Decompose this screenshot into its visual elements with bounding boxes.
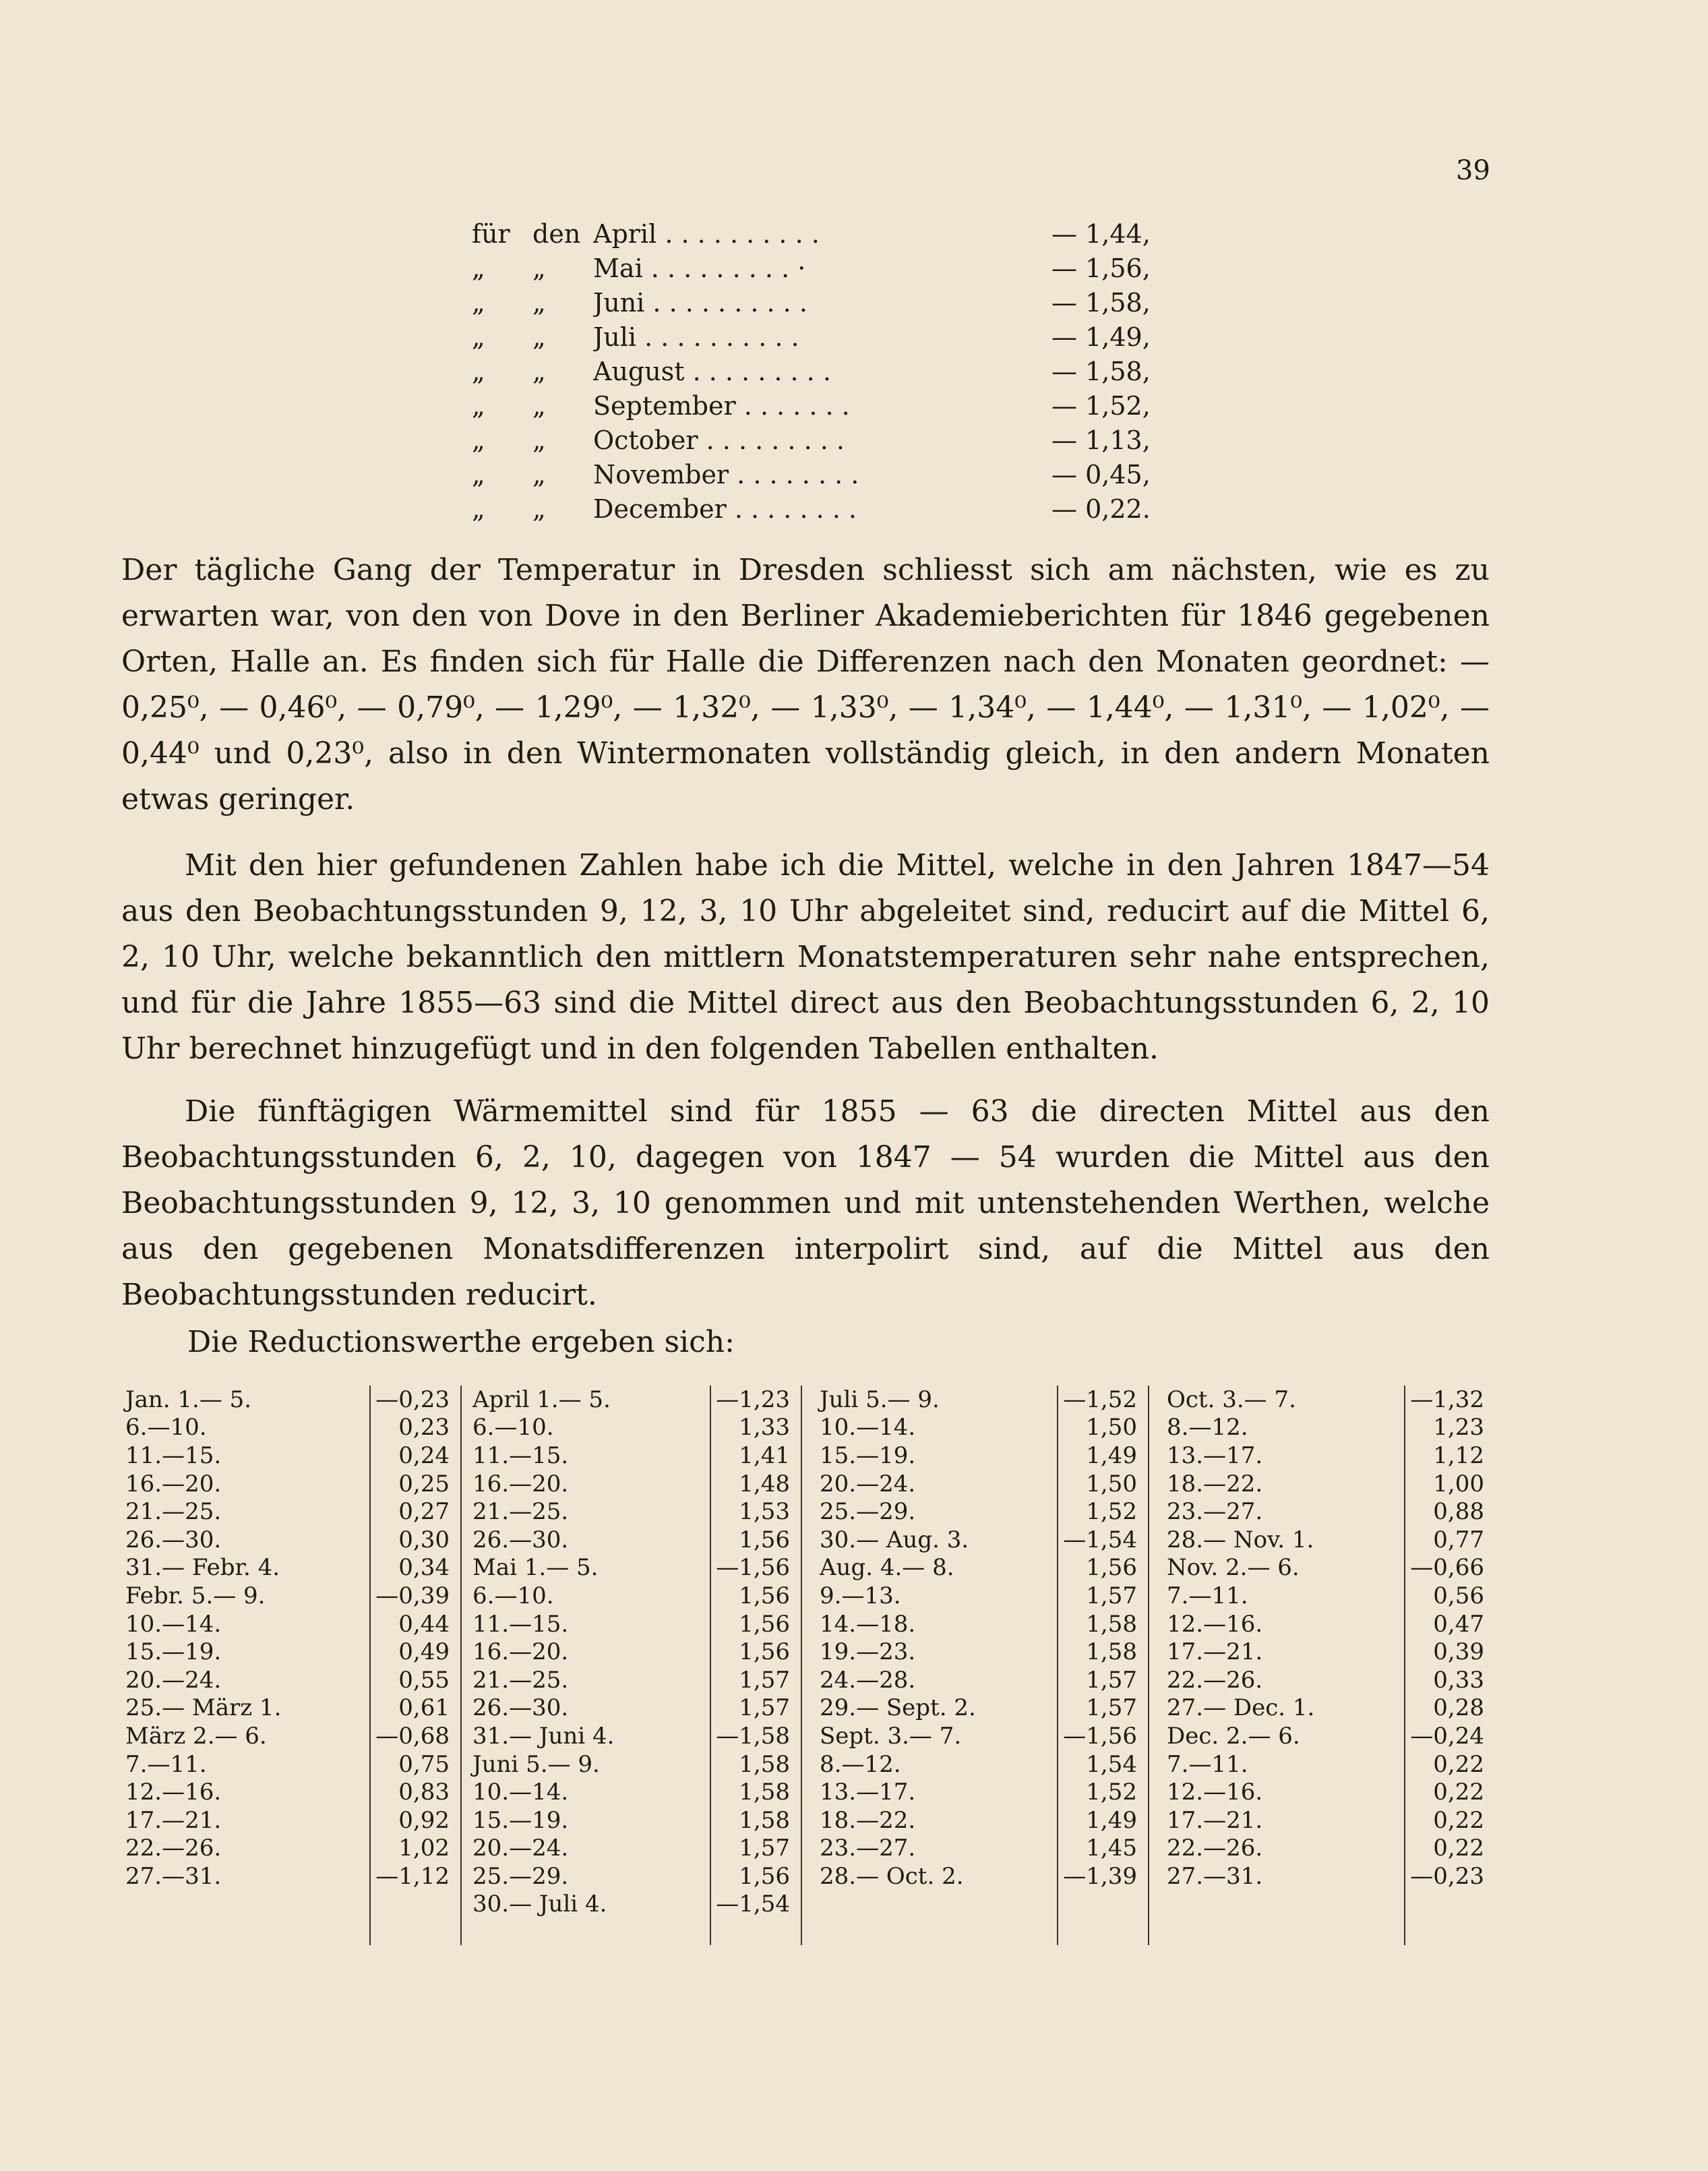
table-cell-value: 1,58 [739,1750,790,1778]
list-item-month: December . . . . . . . . [593,494,857,524]
table-cell-period: 22.—26. [1167,1835,1263,1862]
table-row [1167,1582,1495,1610]
table-cell-period: 12.—16. [1167,1610,1263,1638]
table-row [1167,1386,1495,1414]
table-row [472,1666,801,1694]
table-cell-value: 0,83 [398,1779,450,1806]
list-item [472,288,1151,322]
table-row [820,1497,1148,1526]
table-cell-value: 1,57 [739,1666,790,1694]
table-cell-value: 1,52 [1086,1779,1137,1806]
table-cell-value: 1,53 [739,1498,790,1526]
table-column-oct-dec [1167,1386,1495,1945]
list-item-month: Juni . . . . . . . . . . [593,288,807,318]
table-cell-value: 1,58 [1086,1638,1137,1666]
table-cell-value: 1,02 [398,1835,450,1862]
table-cell-value: —1,23 [716,1386,790,1413]
list-item [472,425,1151,460]
table-cell-period: 26.—30. [472,1526,569,1553]
table-row [472,1441,801,1470]
table-cell-period: 29.— Sept. 2. [820,1694,976,1722]
table-row [125,1862,460,1891]
table-row [1167,1554,1495,1582]
table-row [125,1526,460,1554]
table-cell-period: 16.—20. [125,1470,222,1497]
table-cell-period: 21.—25. [472,1498,569,1526]
table-cell-period: 11.—15. [125,1441,222,1469]
table-cell-period: 25.— März 1. [125,1694,282,1722]
table-row [472,1554,801,1582]
table-row [472,1386,801,1414]
table-row [820,1750,1148,1779]
table-cell-value: —1,58 [716,1722,790,1750]
table-cell-value: —0,66 [1410,1554,1484,1582]
table-row [820,1638,1148,1666]
table-row [125,1610,460,1638]
table-row [472,1638,801,1666]
table-row [125,1750,460,1779]
table-row [472,1722,801,1750]
table-row [1167,1835,1495,1863]
table-cell-value: 0,49 [398,1638,450,1666]
list-item-month: April . . . . . . . . . . [593,219,820,249]
reduction-table [120,1386,1495,1945]
table-cell-value: 1,23 [1433,1414,1484,1441]
table-cell-period: 26.—30. [472,1694,569,1722]
table-row [472,1694,801,1723]
table-cell-value: —1,56 [716,1554,790,1582]
table-row [1167,1470,1495,1498]
table-cell-value: 0,22 [1433,1779,1484,1806]
table-row [472,1610,801,1638]
list-item-month: Juli . . . . . . . . . . [593,322,799,352]
paragraph-reduction-method: Mit den hier gefundenen Zahlen habe ich die Mittel, welche in den Jahren 1847—54 aus den Beobachtungsstunden 9, 12, 3, 10 Uhr abgeleitet sind, reducirt auf die Mittel 6, 2, 10 Uhr, welche bekanntlich den mittlern Monatstemperaturen sehr nahe entsprechen, und für die Jahre 1855—63 sind die Mittel direct aus den Beobachtungsstunden 6, 2, 10 Uhr berechnet hinzugefügt und in den folgenden Tabellen enthalten. [121,848,1490,1066]
table-cell-value: —1,32 [1410,1386,1484,1413]
table-row [472,1806,801,1835]
table-cell-value: 1,12 [1433,1441,1484,1469]
table-cell-value: —1,12 [375,1862,450,1890]
table-cell-value: 0,55 [398,1666,450,1694]
table-cell-period: 20.—24. [125,1666,222,1694]
table-cell-period: 25.—29. [472,1862,569,1890]
table-row [125,1470,460,1498]
table-cell-period: 10.—14. [820,1414,916,1441]
table-cell-period: 15.—19. [125,1638,222,1666]
table-cell-value: 0,22 [1433,1806,1484,1834]
table-cell-value: 1,57 [1086,1694,1137,1722]
table-cell-value: 1,41 [739,1441,790,1469]
table-cell-value: 0,28 [1433,1694,1484,1722]
list-item-article: „ [532,494,546,524]
table-cell-value: —0,24 [1410,1722,1484,1750]
table-row [125,1638,460,1666]
table-cell-value: 0,39 [1433,1638,1484,1666]
table-cell-value: 1,56 [739,1862,790,1890]
table-cell-period: 15.—19. [820,1441,916,1469]
table-row [820,1386,1148,1414]
monthly-differences-list [472,219,1151,529]
table-cell-period: 27.— Dec. 1. [1167,1694,1315,1722]
table-cell-value: 0,30 [398,1526,450,1553]
table-cell-period: 13.—17. [1167,1441,1263,1469]
table-cell-period: 30.— Juli 4. [472,1891,607,1918]
list-item-month: October . . . . . . . . . [593,425,845,455]
list-item-month: Mai . . . . . . . . . · [593,254,806,283]
table-cell-value: 1,33 [739,1414,790,1441]
table-row [472,1891,801,1919]
table-cell-value: 0,25 [398,1470,450,1497]
table-row [820,1666,1148,1694]
table-row [820,1582,1148,1610]
table-cell-value: 0,47 [1433,1610,1484,1638]
table-row [125,1582,460,1610]
table-row [125,1497,460,1526]
table-column-jul-sep [820,1386,1148,1945]
table-column-apr-jun [472,1386,801,1945]
list-item-prefix: „ [472,494,485,524]
table-cell-period: 31.— Febr. 4. [125,1554,280,1582]
table-cell-period: 27.—31. [125,1862,222,1890]
table-cell-value: 1,56 [1086,1554,1137,1582]
table-row [1167,1638,1495,1666]
table-row [820,1835,1148,1863]
table-cell-value: 0,34 [398,1554,450,1582]
list-item-month: August . . . . . . . . . [593,357,831,386]
table-cell-period: Jan. 1.— 5. [125,1386,252,1413]
table-cell-period: 6.—10. [125,1414,207,1441]
table-cell-period: 21.—25. [125,1498,222,1526]
list-item-prefix: „ [472,254,485,283]
list-item-month: September . . . . . . . [593,391,850,421]
table-row [125,1778,460,1806]
table-row [125,1722,460,1750]
table-row [472,1470,801,1498]
table-cell-period: 15.—19. [472,1806,569,1834]
list-item-article: „ [532,357,546,386]
table-cell-period: 14.—18. [820,1610,916,1638]
table-cell-period: 20.—24. [472,1835,569,1862]
table-cell-value: 1,57 [739,1694,790,1722]
table-row [472,1778,801,1806]
table-divider [460,1386,462,1945]
table-cell-period: 17.—21. [1167,1638,1263,1666]
table-cell-period: 8.—12. [1167,1414,1248,1441]
list-item-value: — 1,49, [1051,322,1151,352]
table-row [820,1414,1148,1442]
table-cell-period: 28.— Nov. 1. [1167,1526,1314,1553]
table-cell-value: 0,44 [398,1610,450,1638]
table-row [1167,1666,1495,1694]
table-cell-period: 11.—15. [472,1441,569,1469]
table-cell-value: —1,52 [1063,1386,1137,1413]
page-number: 39 [1456,155,1490,186]
table-cell-period: Juli 5.— 9. [820,1386,940,1413]
table-cell-period: Febr. 5.— 9. [125,1582,266,1609]
table-cell-period: 16.—20. [472,1638,569,1666]
list-item [472,322,1151,357]
list-item-prefix: „ [472,288,485,318]
table-cell-period: 28.— Oct. 2. [820,1862,964,1890]
table-cell-value: 0,23 [398,1414,450,1441]
table-row [1167,1497,1495,1526]
table-cell-value: 1,58 [739,1806,790,1834]
list-item [472,494,1151,529]
table-cell-value: 1,45 [1086,1835,1137,1862]
table-cell-period: 11.—15. [472,1610,569,1638]
table-cell-period: 10.—14. [125,1610,222,1638]
list-item-prefix: „ [472,460,485,489]
table-cell-value: 1,56 [739,1638,790,1666]
table-cell-value: 1,00 [1433,1470,1484,1497]
table-row [820,1554,1148,1582]
table-cell-value: 0,88 [1433,1498,1484,1526]
table-row [125,1414,460,1442]
table-cell-period: Nov. 2.— 6. [1167,1554,1300,1582]
table-cell-period: März 2.— 6. [125,1722,267,1750]
table-cell-period: April 1.— 5. [472,1386,611,1413]
table-cell-period: 26.—30. [125,1526,222,1553]
table-row [125,1694,460,1723]
table-cell-value: —1,54 [1063,1526,1137,1553]
table-cell-value: —0,23 [1410,1862,1484,1890]
table-cell-value: 1,48 [739,1470,790,1497]
table-cell-value: 0,27 [398,1498,450,1526]
table-cell-period: 21.—25. [472,1666,569,1694]
table-cell-value: 1,56 [739,1526,790,1553]
list-item-prefix: „ [472,357,485,386]
list-item-prefix: für [472,219,510,249]
list-item-value: — 1,58, [1051,288,1151,318]
table-cell-period: 30.— Aug. 3. [820,1526,969,1553]
table-row [472,1497,801,1526]
table-row [1167,1414,1495,1442]
table-row [472,1750,801,1779]
table-cell-value: 1,57 [739,1835,790,1862]
table-cell-value: 0,56 [1433,1582,1484,1609]
table-cell-value: 1,58 [1086,1610,1137,1638]
table-cell-value: 1,49 [1086,1806,1137,1834]
table-row [472,1526,801,1554]
table-cell-value: 0,33 [1433,1666,1484,1694]
list-item-month: November . . . . . . . . [593,460,859,489]
table-row [820,1441,1148,1470]
table-row [820,1806,1148,1835]
list-item [472,254,1151,288]
table-row [820,1610,1148,1638]
table-cell-value: 1,56 [739,1610,790,1638]
table-cell-value: 0,92 [398,1806,450,1834]
table-cell-period: 7.—11. [125,1750,207,1778]
table-cell-period: Juni 5.— 9. [472,1750,600,1778]
list-item-prefix: „ [472,425,485,455]
table-row [472,1414,801,1442]
table-cell-period: Oct. 3.— 7. [1167,1386,1296,1413]
list-item-value: — 0,22. [1051,494,1151,524]
table-cell-period: 17.—21. [125,1806,222,1834]
list-item-value: — 0,45, [1051,460,1151,489]
table-row [820,1694,1148,1723]
table-row [125,1666,460,1694]
list-item-article: „ [532,425,546,455]
table-cell-value: —0,39 [375,1582,450,1609]
list-item-value: — 1,44, [1051,219,1151,249]
table-row [472,1835,801,1863]
table-cell-period: 31.— Juni 4. [472,1722,615,1750]
table-intro: Die Reductionswerthe ergeben sich: [187,1325,735,1359]
table-cell-period: 18.—22. [1167,1470,1263,1497]
table-cell-period: Mai 1.— 5. [472,1554,599,1582]
list-item [472,219,1151,254]
table-divider [1148,1386,1149,1945]
table-row [125,1386,460,1414]
table-cell-value: 1,49 [1086,1441,1137,1469]
table-cell-period: 8.—12. [820,1750,901,1778]
table-cell-value: 0,24 [398,1441,450,1469]
list-item-article: „ [532,322,546,352]
table-row [1167,1750,1495,1779]
paragraph-halle-comparison: Der tägliche Gang der Temperatur in Dresden schliesst sich am nächsten, wie es zu erwarten war, von den von Dove in den Berliner Akademieberichten für 1846 gegebenen Orten, Halle an. Es finden sich für Halle die Differenzen nach den Monaten geordnet: —0,25⁰, — 0,46⁰, — 0,79⁰, — 1,29⁰, — 1,32⁰, — 1,33⁰, — 1,34⁰, — 1,44⁰, — 1,31⁰, — 1,02⁰, — 0,44⁰ und 0,23⁰, also in den Wintermonaten vollständig gleich, in den andern Monaten etwas geringer. [121,553,1490,816]
table-row [820,1526,1148,1554]
list-item-article: „ [532,254,546,283]
table-cell-value: —0,68 [375,1722,450,1750]
list-item [472,357,1151,391]
table-row [125,1835,460,1863]
list-item-article: „ [532,460,546,489]
paragraph-five-day-means: Die fünftägigen Wärmemittel sind für 1855 — 63 die directen Mittel aus den Beobachtungsstunden 6, 2, 10, dagegen von 1847 — 54 wurden die Mittel aus den Beobachtungsstunden 9, 12, 3, 10 genommen und mit untenstehenden Werthen, welche aus den gegebenen Monatsdifferenzen interpolirt sind, auf die Mittel aus den Beobachtungsstunden reducirt. [121,1094,1490,1312]
table-cell-value: —1,39 [1063,1862,1137,1890]
table-cell-period: 18.—22. [820,1806,916,1834]
table-divider [801,1386,802,1945]
table-cell-value: 0,22 [1433,1835,1484,1862]
table-column-jan-mar [125,1386,460,1945]
list-item-value: — 1,56, [1051,254,1151,283]
list-item-prefix: „ [472,322,485,352]
table-cell-value: 0,61 [398,1694,450,1722]
table-cell-value: 1,52 [1086,1498,1137,1526]
table-cell-period: 13.—17. [820,1779,916,1806]
table-cell-period: 7.—11. [1167,1750,1248,1778]
table-cell-period: 12.—16. [125,1779,222,1806]
list-item [472,460,1151,494]
table-cell-period: 23.—27. [820,1835,916,1862]
table-row [1167,1722,1495,1750]
table-row [1167,1441,1495,1470]
table-row [820,1778,1148,1806]
table-row [1167,1862,1495,1891]
table-row [1167,1526,1495,1554]
table-cell-period: 16.—20. [472,1470,569,1497]
table-cell-period: Aug. 4.— 8. [820,1554,954,1582]
table-row [820,1722,1148,1750]
table-cell-value: 1,57 [1086,1666,1137,1694]
table-cell-period: 20.—24. [820,1470,916,1497]
table-cell-value: 1,50 [1086,1414,1137,1441]
table-row [820,1470,1148,1498]
list-item-article: den [532,219,581,249]
table-cell-period: 22.—26. [125,1835,222,1862]
table-cell-value: 0,75 [398,1750,450,1778]
table-cell-period: 12.—16. [1167,1779,1263,1806]
table-cell-period: 22.—26. [1167,1666,1263,1694]
table-cell-value: 0,22 [1433,1750,1484,1778]
table-cell-period: 10.—14. [472,1779,569,1806]
list-item-value: — 1,58, [1051,357,1151,386]
table-row [1167,1610,1495,1638]
table-cell-value: —0,23 [375,1386,450,1413]
table-row [125,1554,460,1582]
table-row [125,1441,460,1470]
table-cell-value: 0,77 [1433,1526,1484,1553]
table-cell-period: 6.—10. [472,1582,554,1609]
table-cell-period: 9.—13. [820,1582,901,1609]
table-cell-value: 1,58 [739,1779,790,1806]
list-item-article: „ [532,288,546,318]
table-row [472,1582,801,1610]
table-cell-value: 1,57 [1086,1582,1137,1609]
table-cell-value: —1,56 [1063,1722,1137,1750]
table-cell-value: 1,56 [739,1582,790,1609]
table-cell-period: Sept. 3.— 7. [820,1722,962,1750]
table-cell-value: —1,54 [716,1891,790,1918]
table-cell-period: 25.—29. [820,1498,916,1526]
table-cell-period: 27.—31. [1167,1862,1263,1890]
table-cell-value: 1,54 [1086,1750,1137,1778]
table-row [472,1862,801,1891]
list-item-value: — 1,52, [1051,391,1151,421]
table-row [1167,1806,1495,1835]
table-cell-value: 1,50 [1086,1470,1137,1497]
table-row [1167,1694,1495,1723]
table-cell-period: 17.—21. [1167,1806,1263,1834]
list-item-value: — 1,13, [1051,425,1151,455]
table-row [125,1806,460,1835]
table-row [1167,1778,1495,1806]
table-cell-period: 6.—10. [472,1414,554,1441]
table-cell-period: 23.—27. [1167,1498,1263,1526]
table-cell-period: 19.—23. [820,1638,916,1666]
table-cell-period: 24.—28. [820,1666,916,1694]
table-cell-period: Dec. 2.— 6. [1167,1722,1300,1750]
table-cell-period: 7.—11. [1167,1582,1248,1609]
list-item [472,391,1151,425]
list-item-article: „ [532,391,546,421]
list-item-prefix: „ [472,391,485,421]
table-row [820,1862,1148,1891]
